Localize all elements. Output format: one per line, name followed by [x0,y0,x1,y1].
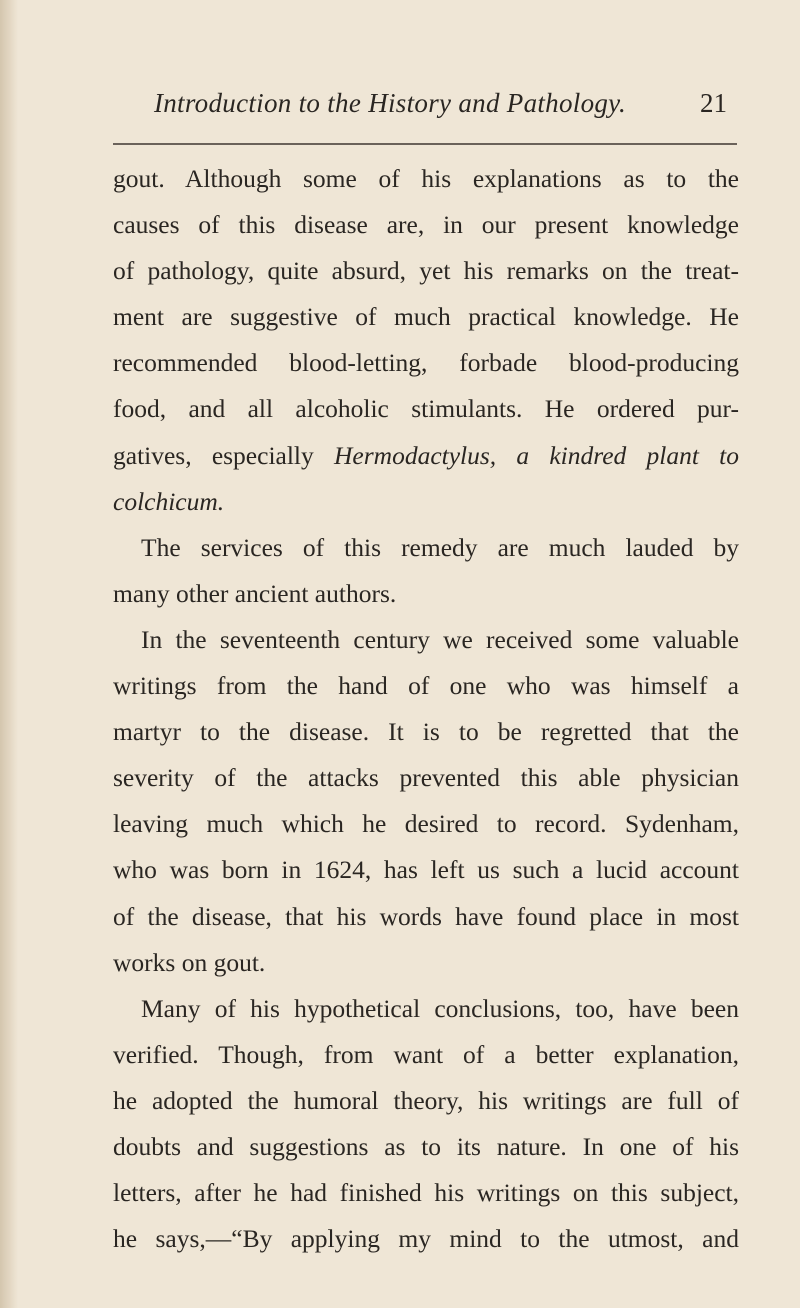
text-line: he says,—“By applying my mind to the utmost, and [113,1224,739,1254]
text-line: The services of this remedy are much lauded by [141,532,739,562]
page-number: 21 [700,88,727,118]
text-line: severity of the attacks prevented this able physician [113,763,739,793]
text-line: martyr to the disease. It is to be regretted that the [113,717,739,747]
text-line: gout. Although some of his explanations as to the [113,164,739,193]
text-line: recommended blood-letting, forbade blood-producing [113,348,739,378]
header-rule [113,143,737,145]
page-header [0,88,800,128]
text-line: he adopted the humoral theory, his writings are full of [113,1085,739,1115]
italic-text-run: Hermodactylus, a kindred plant to [334,440,739,470]
text-line: Many of his hypothetical conclusions, too, have been [141,993,739,1023]
text-line: letters, after he had finished his writings on this subject, [113,1178,739,1208]
text-line: of pathology, quite absurd, yet his remarks on the treat- [113,256,739,286]
page-gutter-shadow [0,0,18,1308]
text-line: In the seventeenth century we received some valuable [141,624,739,654]
text-line: food, and all alcoholic stimulants. He ordered pur- [113,394,739,424]
text-line: colchicum. [113,486,225,516]
text-line: ment are suggestive of much practical knowledge. He [113,302,739,332]
text-line: causes of this disease are, in our present knowledge [113,210,739,240]
text-line: doubts and suggestions as to its nature. In one of his [113,1131,739,1161]
text-line: many other ancient authors. [113,578,397,608]
running-head: Introduction to the History and Pathology. [153,88,627,118]
text-line: of the disease, that his words have found place in most [113,901,739,931]
text-line [113,433,739,479]
text-line: writings from the hand of one who was himself a [113,671,739,701]
text-line: who was born in 1624, has left us such a lucid account [113,855,739,885]
text-line: works on gout. [113,947,266,977]
text-run: gatives, especially [113,440,334,470]
text-line: verified. Though, from want of a better explanation, [113,1039,739,1069]
body-text [113,156,739,1262]
text-line: leaving much which he desired to record. Sydenham, [113,809,739,839]
